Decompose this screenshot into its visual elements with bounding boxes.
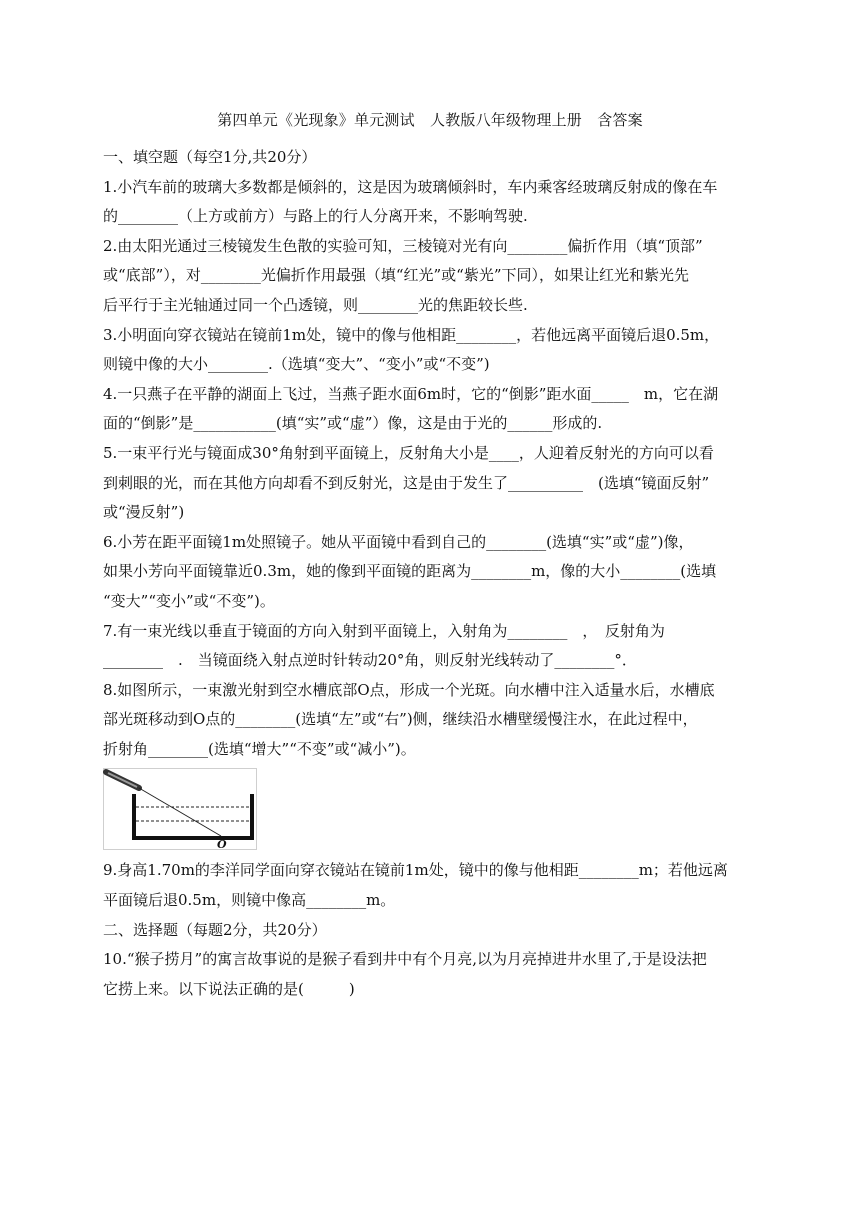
question-line: 到刺眼的光，而在其他方向却看不到反射光，这是由于发生了__________ (选填“镜面反射”: [103, 473, 710, 492]
document-title: 第四单元《光现象》单元测试 人教版八年级物理上册 含答案: [217, 111, 643, 129]
question-line: 平面镜后退0.5m，则镜中像高________m。: [103, 891, 396, 910]
question-line: 3.小明面向穿衣镜站在镜前1m处，镜中的像与他相距________，若他远离平面镜后退0.5m，: [103, 325, 720, 344]
question-line: 2.由太阳光通过三棱镜发生色散的实验可知，三棱镜对光有向________偏折作用（填“顶部”: [103, 236, 703, 255]
document-body: [103, 143, 763, 1004]
question-line: 7.有一束光线以垂直于镜面的方向入射到平面镜上，入射角为________ ， 反射角为: [103, 621, 665, 640]
question-line: 的________（上方或前方）与路上的行人分离开来，不影响驾驶.: [103, 207, 528, 226]
question-line: 8.如图所示，一束激光射到空水槽底部O点，形成一个光斑。向水槽中注入适量水后，水槽底: [103, 680, 715, 699]
question-line: 部光斑移动到O点的________(选填“左”或“右”)侧，继续沿水槽壁缓慢注水，在此过程中，: [103, 710, 698, 729]
question-line: 5.一束平行光与镜面成30°角射到平面镜上，反射角大小是____，人迎着反射光的方向可以看: [103, 443, 714, 462]
question-line: ________ . 当镜面绕入射点逆时针转动20°角，则反射光线转动了________°．: [103, 651, 637, 670]
question-line: 或“漫反射”): [103, 503, 185, 522]
water-tank-laser-figure: [103, 768, 257, 850]
question-line: 则镜中像的大小________.（选填“变大”、“变小”或“不变”): [103, 355, 490, 374]
question-line: 折射角________(选填“增大”“不变”或“减小”)。: [103, 739, 416, 758]
question-line: 面的“倒影”是___________(填“实”或“虚”）像，这是由于光的______形成的.: [103, 414, 603, 433]
question-line: “变大”“变小”或“不变”)。: [103, 591, 275, 610]
question-line: 或“底部”），对________光偏折作用最强（填“红光”或“紫光”下同），如果让红光和紫光先: [103, 266, 690, 285]
question-line: 4.一只燕子在平静的湖面上飞过，当燕子距水面6m时，它的“倒影”距水面_____ m，它在湖: [103, 384, 719, 403]
question-line: 后平行于主光轴通过同一个凸透镜，则________光的焦距较长些.: [103, 295, 528, 314]
question-line: 6.小芳在距平面镜1m处照镜子。她从平面镜中看到自己的________(选填“实”或“虚”)像，: [103, 532, 694, 551]
point-o-label: O: [217, 838, 227, 851]
question-line: 它捞上来。以下说法正确的是( ): [103, 979, 355, 998]
question-line: 9.身高1.70m的李洋同学面向穿衣镜站在镜前1m处，镜中的像与他相距________m；若他远离: [103, 861, 728, 880]
section-heading-fill-blank: 一、填空题（每空1分,共20分）: [103, 148, 317, 166]
question-line: 1.小汽车前的玻璃大多数都是倾斜的，这是因为玻璃倾斜时，车内乘客经玻璃反射成的像在车: [103, 177, 718, 196]
section-heading-multiple-choice: 二、选择题（每题2分，共20分）: [103, 920, 327, 939]
question-line: 10.“猴子捞月”的寓言故事说的是猴子看到井中有个月亮,以为月亮掉进井水里了,于是设法把: [103, 950, 707, 969]
question-line: 如果小芳向平面镜靠近0.3m，她的像到平面镜的距离为________m，像的大小________(选填: [103, 562, 717, 581]
